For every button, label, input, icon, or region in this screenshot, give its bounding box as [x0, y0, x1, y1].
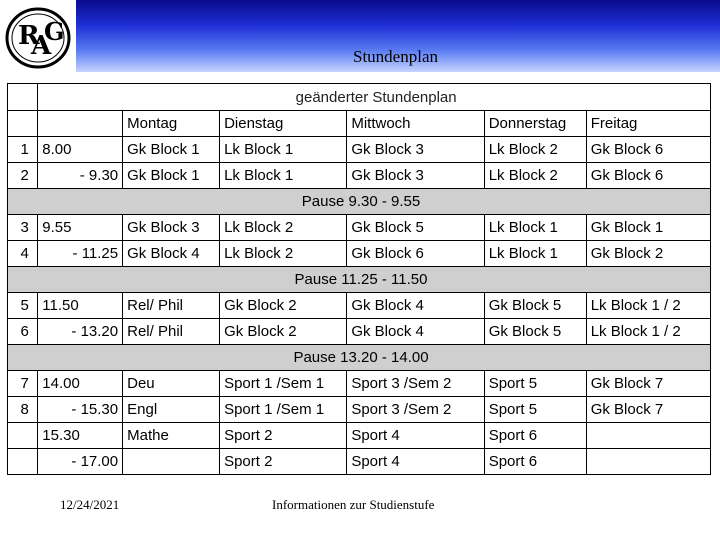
lesson-number: 1	[8, 137, 38, 163]
subject-cell: Lk Block 1	[484, 215, 586, 241]
header-empty-cell	[8, 111, 38, 137]
subject-cell: Lk Block 2	[220, 241, 347, 267]
lesson-time: - 15.30	[38, 397, 123, 423]
subject-cell: Gk Block 3	[347, 137, 484, 163]
subject-cell: Sport 4	[347, 449, 484, 475]
subject-cell: Sport 2	[220, 449, 347, 475]
subject-cell: Gk Block 2	[220, 319, 347, 345]
table-row	[8, 371, 711, 397]
subject-cell	[123, 449, 220, 475]
timetable	[7, 83, 711, 475]
subject-cell: Lk Block 1 / 2	[586, 293, 710, 319]
lesson-time: 9.55	[38, 215, 123, 241]
subject-cell: Gk Block 6	[347, 241, 484, 267]
pause-row	[8, 267, 711, 293]
subject-cell: Lk Block 1	[220, 163, 347, 189]
table-row	[8, 293, 711, 319]
lesson-number: 6	[8, 319, 38, 345]
subject-cell: Gk Block 5	[484, 293, 586, 319]
lesson-time: 8.00	[38, 137, 123, 163]
subject-cell: Gk Block 2	[220, 293, 347, 319]
svg-text:R: R	[18, 21, 40, 51]
day-header-wednesday: Mittwoch	[347, 111, 484, 137]
subject-cell: Gk Block 1	[123, 137, 220, 163]
subject-cell: Gk Block 4	[123, 241, 220, 267]
header-empty-cell	[38, 111, 123, 137]
subject-cell: Gk Block 4	[347, 293, 484, 319]
subject-cell: Gk Block 3	[347, 163, 484, 189]
pause-label: Pause 9.30 - 9.55	[8, 189, 711, 215]
subject-cell	[586, 449, 710, 475]
subject-cell: Gk Block 7	[586, 397, 710, 423]
subject-cell: Gk Block 6	[586, 137, 710, 163]
subject-cell: Sport 2	[220, 423, 347, 449]
footer-title: Informationen zur Studienstufe	[272, 497, 435, 512]
pause-label: Pause 11.25 - 11.50	[8, 267, 711, 293]
subject-cell: Lk Block 2	[484, 163, 586, 189]
subject-cell: Gk Block 5	[347, 215, 484, 241]
lesson-number: 4	[8, 241, 38, 267]
lesson-number: 2	[8, 163, 38, 189]
subject-cell: Lk Block 1 / 2	[586, 319, 710, 345]
subject-cell: Rel/ Phil	[123, 319, 220, 345]
day-header-tuesday: Dienstag	[220, 111, 347, 137]
subject-cell: Gk Block 1	[123, 163, 220, 189]
subject-cell: Gk Block 7	[586, 371, 710, 397]
lesson-number: 7	[8, 371, 38, 397]
table-row	[8, 137, 711, 163]
lesson-number: 8	[8, 397, 38, 423]
subject-cell: Sport 4	[347, 423, 484, 449]
subject-cell: Gk Block 5	[484, 319, 586, 345]
subject-cell: Engl	[123, 397, 220, 423]
lesson-time: - 9.30	[38, 163, 123, 189]
subject-cell: Gk Block 3	[123, 215, 220, 241]
lesson-number: 3	[8, 215, 38, 241]
subject-cell: Sport 3 /Sem 2	[347, 397, 484, 423]
lesson-time: - 13.20	[38, 319, 123, 345]
lesson-time: 11.50	[38, 293, 123, 319]
lesson-time: - 11.25	[38, 241, 123, 267]
pause-label: Pause 13.20 - 14.00	[8, 345, 711, 371]
caption-row	[8, 84, 711, 111]
table-caption: geänderter Stundenplan	[38, 84, 711, 111]
day-header-row	[8, 111, 711, 137]
subject-cell: Lk Block 1	[484, 241, 586, 267]
table-row	[8, 449, 711, 475]
subject-cell: Gk Block 1	[586, 215, 710, 241]
subject-cell	[586, 423, 710, 449]
subject-cell: Lk Block 2	[220, 215, 347, 241]
subject-cell: Sport 5	[484, 371, 586, 397]
subject-cell: Mathe	[123, 423, 220, 449]
pause-row	[8, 189, 711, 215]
subject-cell: Sport 1 /Sem 1	[220, 397, 347, 423]
caption-empty-cell	[8, 84, 38, 111]
subject-cell: Deu	[123, 371, 220, 397]
lesson-number	[8, 423, 38, 449]
subject-cell: Gk Block 6	[586, 163, 710, 189]
day-header-friday: Freitag	[586, 111, 710, 137]
subject-cell: Sport 6	[484, 449, 586, 475]
day-header-thursday: Donnerstag	[484, 111, 586, 137]
day-header-monday: Montag	[123, 111, 220, 137]
subject-cell: Sport 5	[484, 397, 586, 423]
table-row	[8, 397, 711, 423]
table-row	[8, 215, 711, 241]
subject-cell: Sport 1 /Sem 1	[220, 371, 347, 397]
subject-cell: Rel/ Phil	[123, 293, 220, 319]
table-row	[8, 423, 711, 449]
svg-text:A: A	[31, 31, 52, 61]
subject-cell: Lk Block 1	[220, 137, 347, 163]
school-logo-icon	[4, 6, 72, 70]
table-row	[8, 241, 711, 267]
subject-cell: Sport 6	[484, 423, 586, 449]
table-row	[8, 163, 711, 189]
subject-cell: Gk Block 2	[586, 241, 710, 267]
subject-cell: Lk Block 2	[484, 137, 586, 163]
svg-text:G: G	[44, 17, 65, 46]
lesson-time: 14.00	[38, 371, 123, 397]
lesson-time: 15.30	[38, 423, 123, 449]
footer-date: 12/24/2021	[60, 497, 120, 512]
subject-cell: Sport 3 /Sem 2	[347, 371, 484, 397]
lesson-number: 5	[8, 293, 38, 319]
table-row	[8, 319, 711, 345]
lesson-time: - 17.00	[38, 449, 123, 475]
pause-row	[8, 345, 711, 371]
lesson-number	[8, 449, 38, 475]
subject-cell: Gk Block 4	[347, 319, 484, 345]
page-title: Stundenplan	[353, 47, 438, 66]
